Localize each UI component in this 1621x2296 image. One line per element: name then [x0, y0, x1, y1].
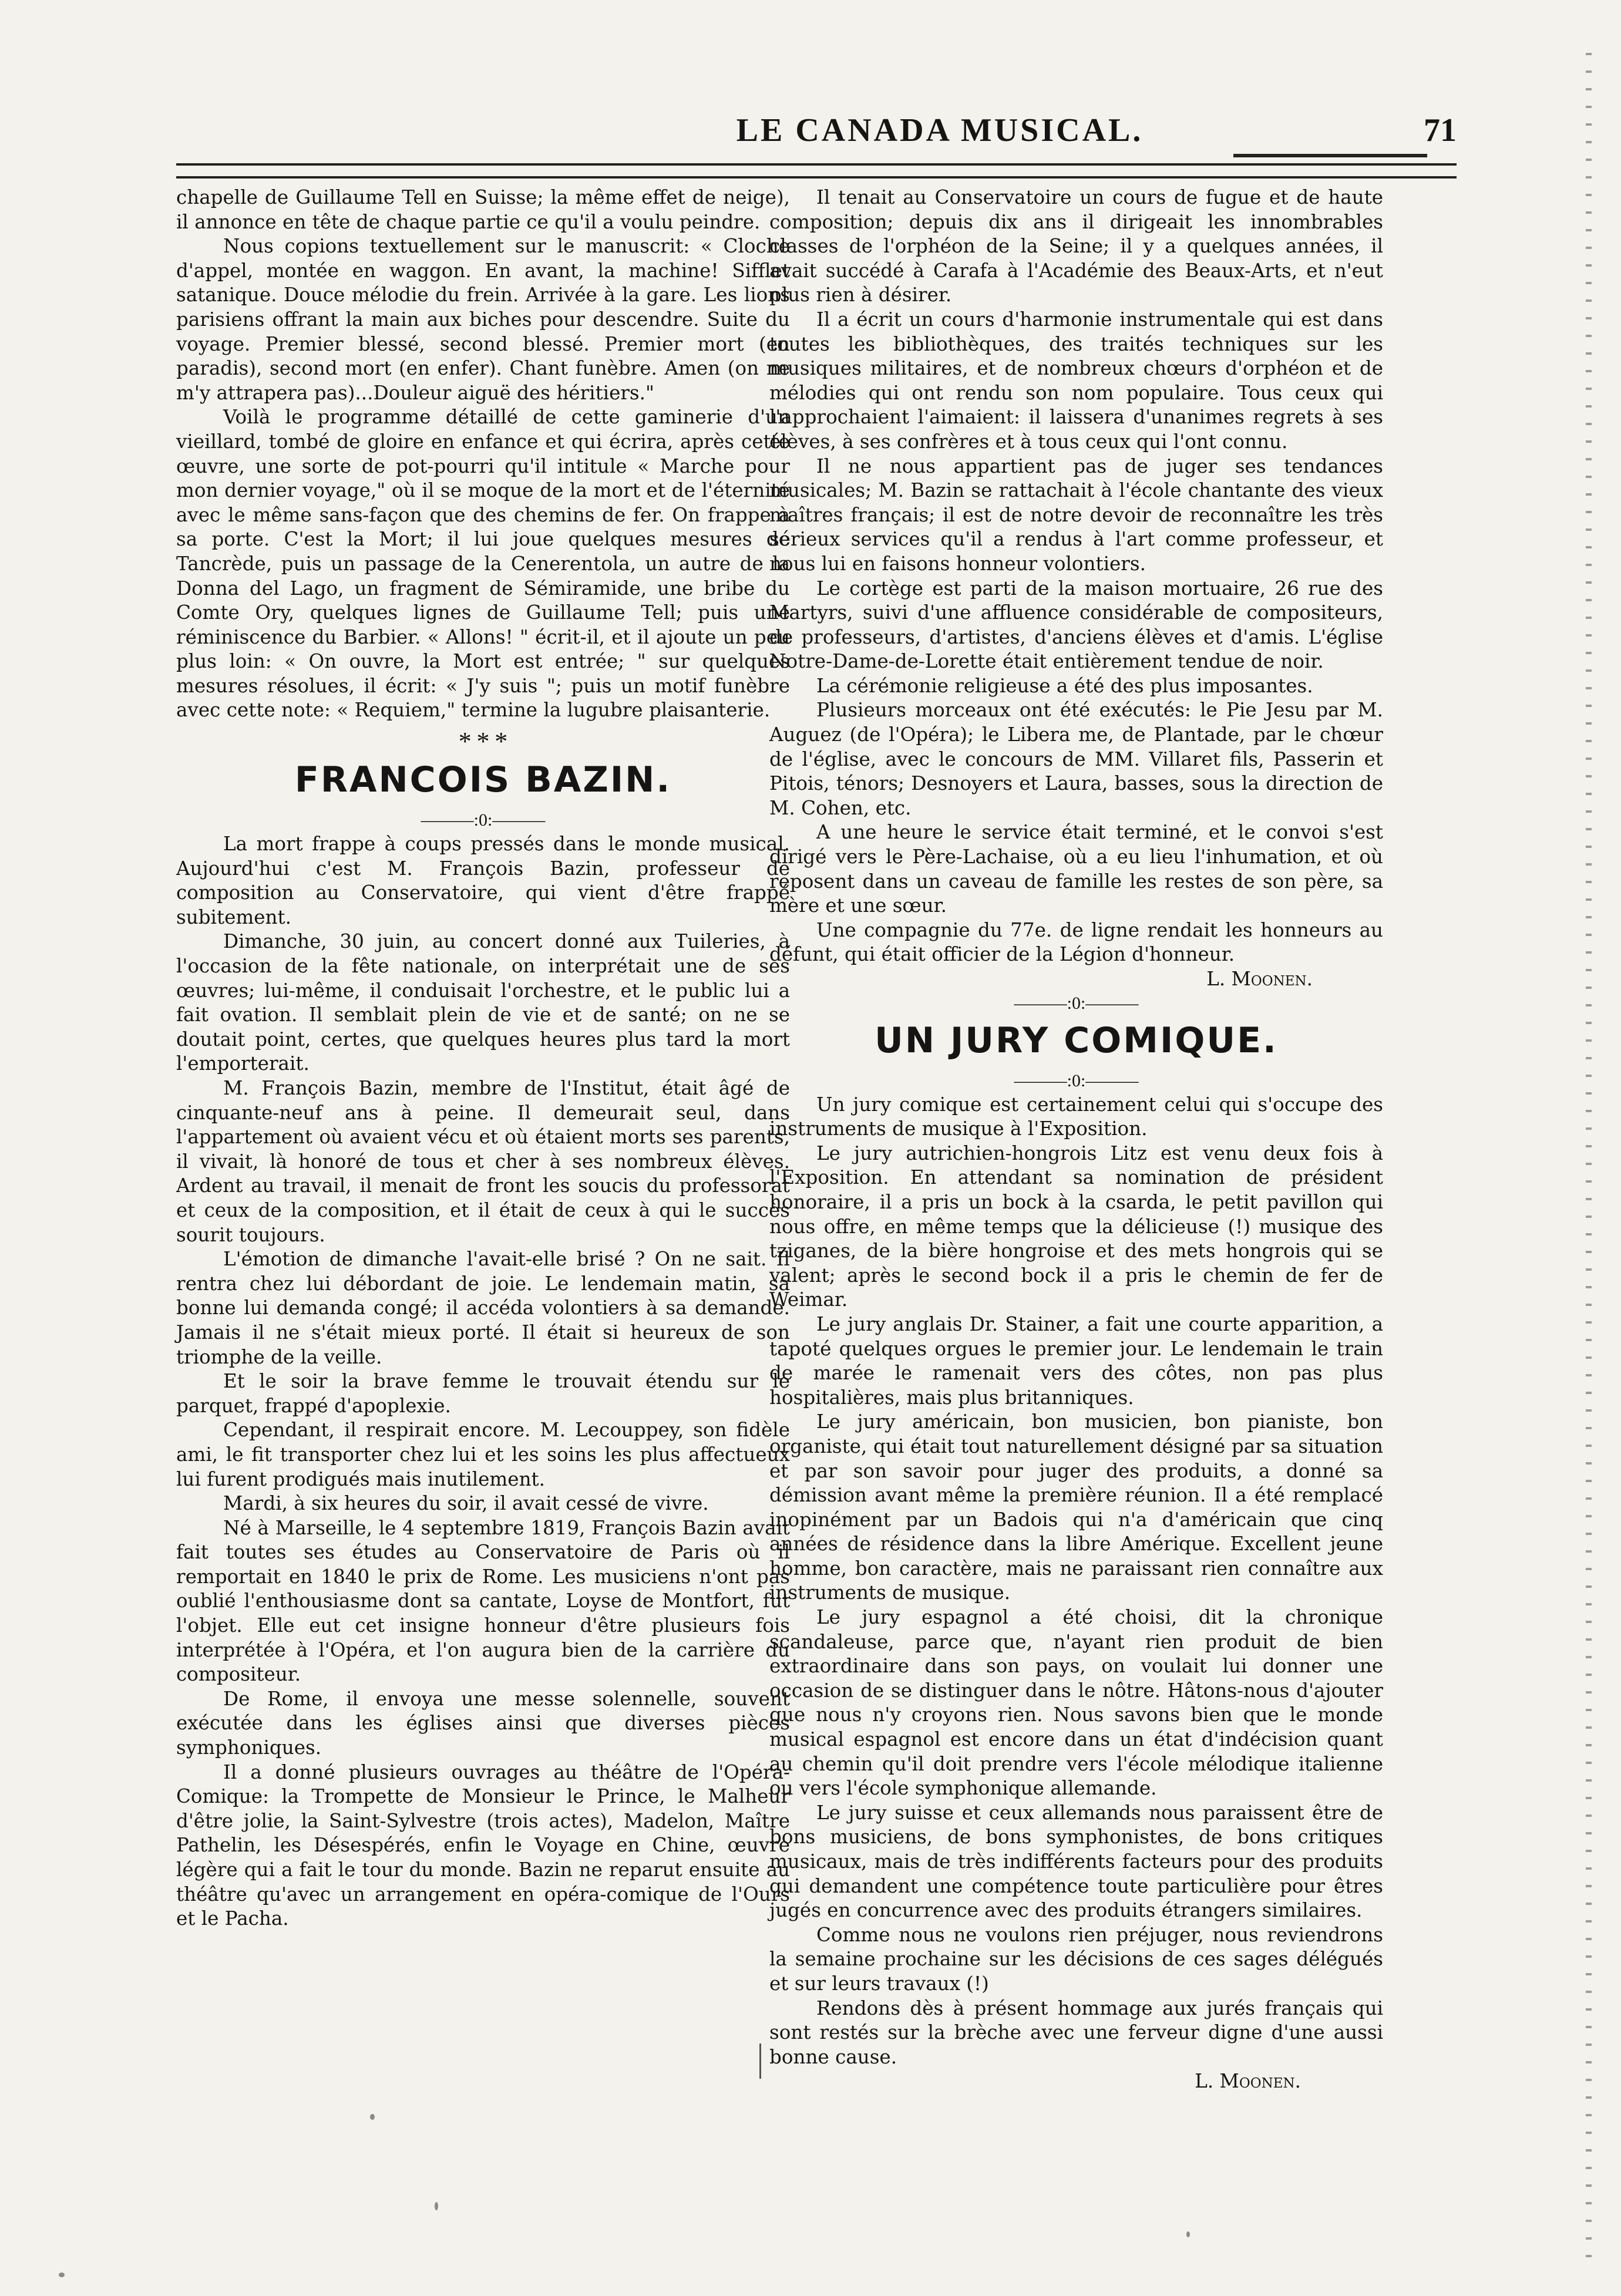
- section-title-bazin: FRANCOIS BAZIN.: [294, 759, 672, 801]
- paragraph: Voilà le programme détaillé de cette gaminerie d'un vieillard, tombé de gloire en enfance et qui écrira, après cette œuvre, une sorte de pot-pourri qu'il intitule « Marche pour mon dernier voyage," où il se moque de la mort et de l'éternité avec le même sans-façon que des chemins de fer. On frappe à sa porte. C'est la Mort; il lui joue quelques mesures de Tancrède, puis un passage de la Cenerentola, un autre de la Donna del Lago, un fragment de Sémiramide, une bribe du Comte Ory, quelques lignes de Guillaume Tell; puis une réminiscence du Barbier. « Allons! " écrit-il, et il ajoute un peu plus loin: « On ouvre, la Mort est entrée; " sur quelques mesures résolues, il écrit: « J'y suis "; puis un motif funèbre avec cette note: « Requiem," termine la lugubre plaisanterie.: [176, 406, 790, 722]
- paragraph: Le cortège est parti de la maison mortuaire, 26 rue des Martyrs, suivi d'une affluence considérable de compositeurs, de professeurs, d'artistes, d'anciens élèves et d'amis. L'église Notre-Dame-de-Lorette était entièrement tendue de noir.: [769, 577, 1383, 673]
- paragraph: Le jury autrichien-hongrois Litz est venu deux fois à l'Exposition. En attendant sa nomination de président honoraire, il a pris un bock à la csarda, le petit pavillon qui nous offre, en même temps que la délicieuse (!) musique des tziganes, de la bière hongroise et des mets hongrois qui se valent; après le second bock il a pris le chemin de fer de Weimar.: [769, 1142, 1383, 1311]
- left-column: [176, 186, 790, 1931]
- print-speck: [59, 2273, 65, 2277]
- page-header: [176, 106, 1457, 159]
- header-top-rule: [1233, 154, 1427, 157]
- paragraph: La mort frappe à coups pressés dans le monde musical. Aujourd'hui c'est M. François Bazin, professeur de composition au Conservatoire, qui vient d'être frappé subitement.: [176, 833, 790, 928]
- paragraph: Rendons dès à présent hommage aux jurés français qui sont restés sur la brèche avec une ferveur digne d'une aussi bonne cause.: [769, 1997, 1383, 2068]
- paragraph: A une heure le service était terminé, et le convoi s'est dirigé vers le Père-Lachaise, où a eu lieu l'inhumation, et où reposent dans un caveau de famille les restes de son père, sa mère et une sœur.: [769, 821, 1383, 917]
- signature: L. Moonen.: [1195, 2070, 1301, 2093]
- paragraph: Le jury espagnol a été choisi, dit la chronique scandaleuse, parce que, n'ayant rien produit de bien extraordinaire dans son pays, on voulait lui donner une occasion de se distinguer dans le nôtre. Hâtons-nous d'ajouter que nous n'y croyons rien. Nous savons bien que le monde musical espagnol est encore dans un état d'indécision quant au chemin qu'il doit prendre vers l'école mélodique italienne ou vers l'école symphonique allemande.: [769, 1606, 1383, 1800]
- print-speck: [1186, 2231, 1190, 2237]
- section-rule: ———:0:———: [1014, 1070, 1139, 1090]
- paragraph: Un jury comique est certainement celui qui s'occupe des instruments de musique à l'Exposition.: [769, 1093, 1383, 1140]
- paragraph: Il a donné plusieurs ouvrages au théâtre de l'Opéra-Comique: la Trompette de Monsieur le Prince, le Malheur d'être jolie, la Saint-Sylvestre (trois actes), Madelon, Maître Pathelin, les Désespérés, enfin le Voyage en Chine, œuvre légère qui a fait le tour du monde. Bazin ne reparut ensuite au théâtre qu'avec un arrangement en opéra-comique de l'Ours et le Pacha.: [176, 1760, 790, 1930]
- right-column: [769, 186, 1383, 2094]
- paragraph: Il a écrit un cours d'harmonie instrumentale qui est dans toutes les bibliothèques, des traités techniques sur les musiques militaires, et de nombreux chœurs d'orphéon et de mélodies qui ont rendu son nom populaire. Tous ceux qui l'approchaient l'aimaient: il laissera d'unanimes regrets à ses élèves, à ses confrères et à tous ceux qui l'ont connu.: [769, 308, 1383, 453]
- section-rule: ———:0:———: [1014, 993, 1139, 1013]
- paragraph: Il tenait au Conservatoire un cours de fugue et de haute composition; depuis dix ans il dirigeait les innombrables classes de l'orphéon de la Seine; il y a quelques années, il avait succédé à Carafa à l'Académie des Beaux-Arts, et n'eut plus rien à désirer.: [769, 186, 1383, 307]
- paragraph: L'émotion de dimanche l'avait-elle brisé ? On ne sait. Il rentra chez lui débordant de joie. Le lendemain matin, sa bonne lui demanda congé; il accéda volontiers à sa demande. Jamais il ne s'était mieux porté. Il était si heureux de son triomphe de la veille.: [176, 1248, 790, 1368]
- paragraph: Une compagnie du 77e. de ligne rendait les honneurs au défunt, qui était officier de la Légion d'honneur.: [769, 918, 1383, 966]
- signature: L. Moonen.: [1206, 968, 1313, 990]
- paragraph: Le jury anglais Dr. Stainer, a fait une courte apparition, a tapoté quelques orgues le premier jour. Le lendemain le train de marée le ramenait vers des côtes, non pas plus hospitalières, mais plus britanniques.: [769, 1312, 1383, 1409]
- paragraph: Il ne nous appartient pas de juger ses tendances musicales; M. Bazin se rattachait à l'école chantante des vieux maîtres français; il est de notre devoir de reconnaître les très sérieux services qu'il a rendus à l'art comme professeur, et nous lui en faisons honneur volontiers.: [769, 455, 1383, 575]
- page-edge-noise: [1586, 53, 1592, 2261]
- paragraph: Cependant, il respirait encore. M. Lecouppey, son fidèle ami, le fit transporter chez lui et les soins les plus affectueux lui furent prodigués mais inutilement.: [176, 1419, 790, 1490]
- print-speck: [370, 2114, 375, 2120]
- section-rule: ———:0:———: [421, 810, 546, 830]
- paragraph: chapelle de Guillaume Tell en Suisse; la même effet de neige), il annonce en tête de chaque partie ce qu'il a voulu peindre.: [176, 186, 790, 233]
- asterism: * * *: [458, 727, 508, 756]
- paragraph: Mardi, à six heures du soir, il avait cessé de vivre.: [223, 1492, 709, 1515]
- paragraph: La cérémonie religieuse a été des plus imposantes.: [816, 674, 1313, 697]
- paragraph: Comme nous ne voulons rien préjuger, nous reviendrons la semaine prochaine sur les décisions de ces sages délégués et sur leurs travaux (!): [769, 1923, 1383, 1995]
- print-speck: [435, 2202, 438, 2210]
- header-double-rule: [176, 163, 1457, 179]
- paragraph: M. François Bazin, membre de l'Institut, était âgé de cinquante-neuf ans à peine. Il demeurait seul, dans l'appartement où avaient vécu et où étaient morts ses parents, il vivait, là honoré de tous et cher à ses nombreux élèves. Ardent au travail, il menait de front les soucis du professorat et ceux de la composition, et il était de ceux à qui le succès sourit toujours.: [176, 1077, 790, 1246]
- page-number: 71: [1424, 112, 1457, 149]
- paragraph: De Rome, il envoya une messe solennelle, souvent exécutée dans les églises ainsi que diverses pièces symphoniques.: [176, 1687, 790, 1759]
- paragraph: Et le soir la brave femme le trouvait étendu sur le parquet, frappé d'apoplexie.: [176, 1370, 790, 1417]
- paragraph: Le jury américain, bon musicien, bon pianiste, bon organiste, qui était tout naturellement désigné par sa situation et par son savoir pour juger des produits, a donné sa démission avant même la première réunion. Il a été remplacé inopinément par un Badois qui n'a d'américain que cinq années de résidence dans la libre Amérique. Excellent jeune homme, bon caractère, mais ne paraissant rien connaître aux instruments de musique.: [769, 1410, 1383, 1604]
- running-title: LE CANADA MUSICAL.: [736, 112, 1144, 149]
- paragraph: Plusieurs morceaux ont été exécutés: le Pie Jesu par M. Auguez (de l'Opéra); le Libera me, de Plantade, par le chœur de l'église, avec le concours de MM. Villaret fils, Passerin et Pitois, ténors; Desnoyers et Laura, basses, sous la direction de M. Cohen, etc.: [769, 699, 1383, 819]
- paragraph: Dimanche, 30 juin, au concert donné aux Tuileries, à l'occasion de la fête nationale, on interprétait une de ses œuvres; lui-même, il conduisait l'orchestre, et le public lui a fait ovation. Il semblait plein de vie et de santé; on ne se doutait point, certes, que quelques heures plus tard la mort l'emporterait.: [176, 930, 790, 1075]
- section-title-jury: UN JURY COMIQUE.: [875, 1019, 1278, 1061]
- column-divider-mark: [759, 2043, 761, 2079]
- paragraph: Né à Marseille, le 4 septembre 1819, François Bazin avait fait toutes ses études au Conservatoire de Paris où il remportait en 1840 le prix de Rome. Les musiciens n'ont pas oublié l'enthousiasme dont sa cantate, Loyse de Montfort, fut l'objet. Elle eut cet insigne honneur d'être plusieurs fois interprétée à l'Opéra, et l'on augura bien de la carrière du compositeur.: [176, 1516, 790, 1686]
- paragraph: Le jury suisse et ceux allemands nous paraissent être de bons musiciens, de bons symphonistes, de bons critiques musicaux, mais de très indifférents facteurs pour des produits qui demandent une compétence toute particulière pour êtres jugés en concurrence avec des produits étrangers similaires.: [769, 1801, 1383, 1922]
- paragraph: Nous copions textuellement sur le manuscrit: « Cloche d'appel, montée en waggon. En avant, la machine! Sifflet satanique. Douce mélodie du frein. Arrivée à la gare. Les lions parisiens offrant la main aux biches pour descendre. Suite du voyage. Premier blessé, second blessé. Premier mort (en paradis), second mort (en enfer). Chant funèbre. Amen (on ne m'y attrapera pas)...Douleur aiguë des héritiers.": [176, 235, 790, 404]
